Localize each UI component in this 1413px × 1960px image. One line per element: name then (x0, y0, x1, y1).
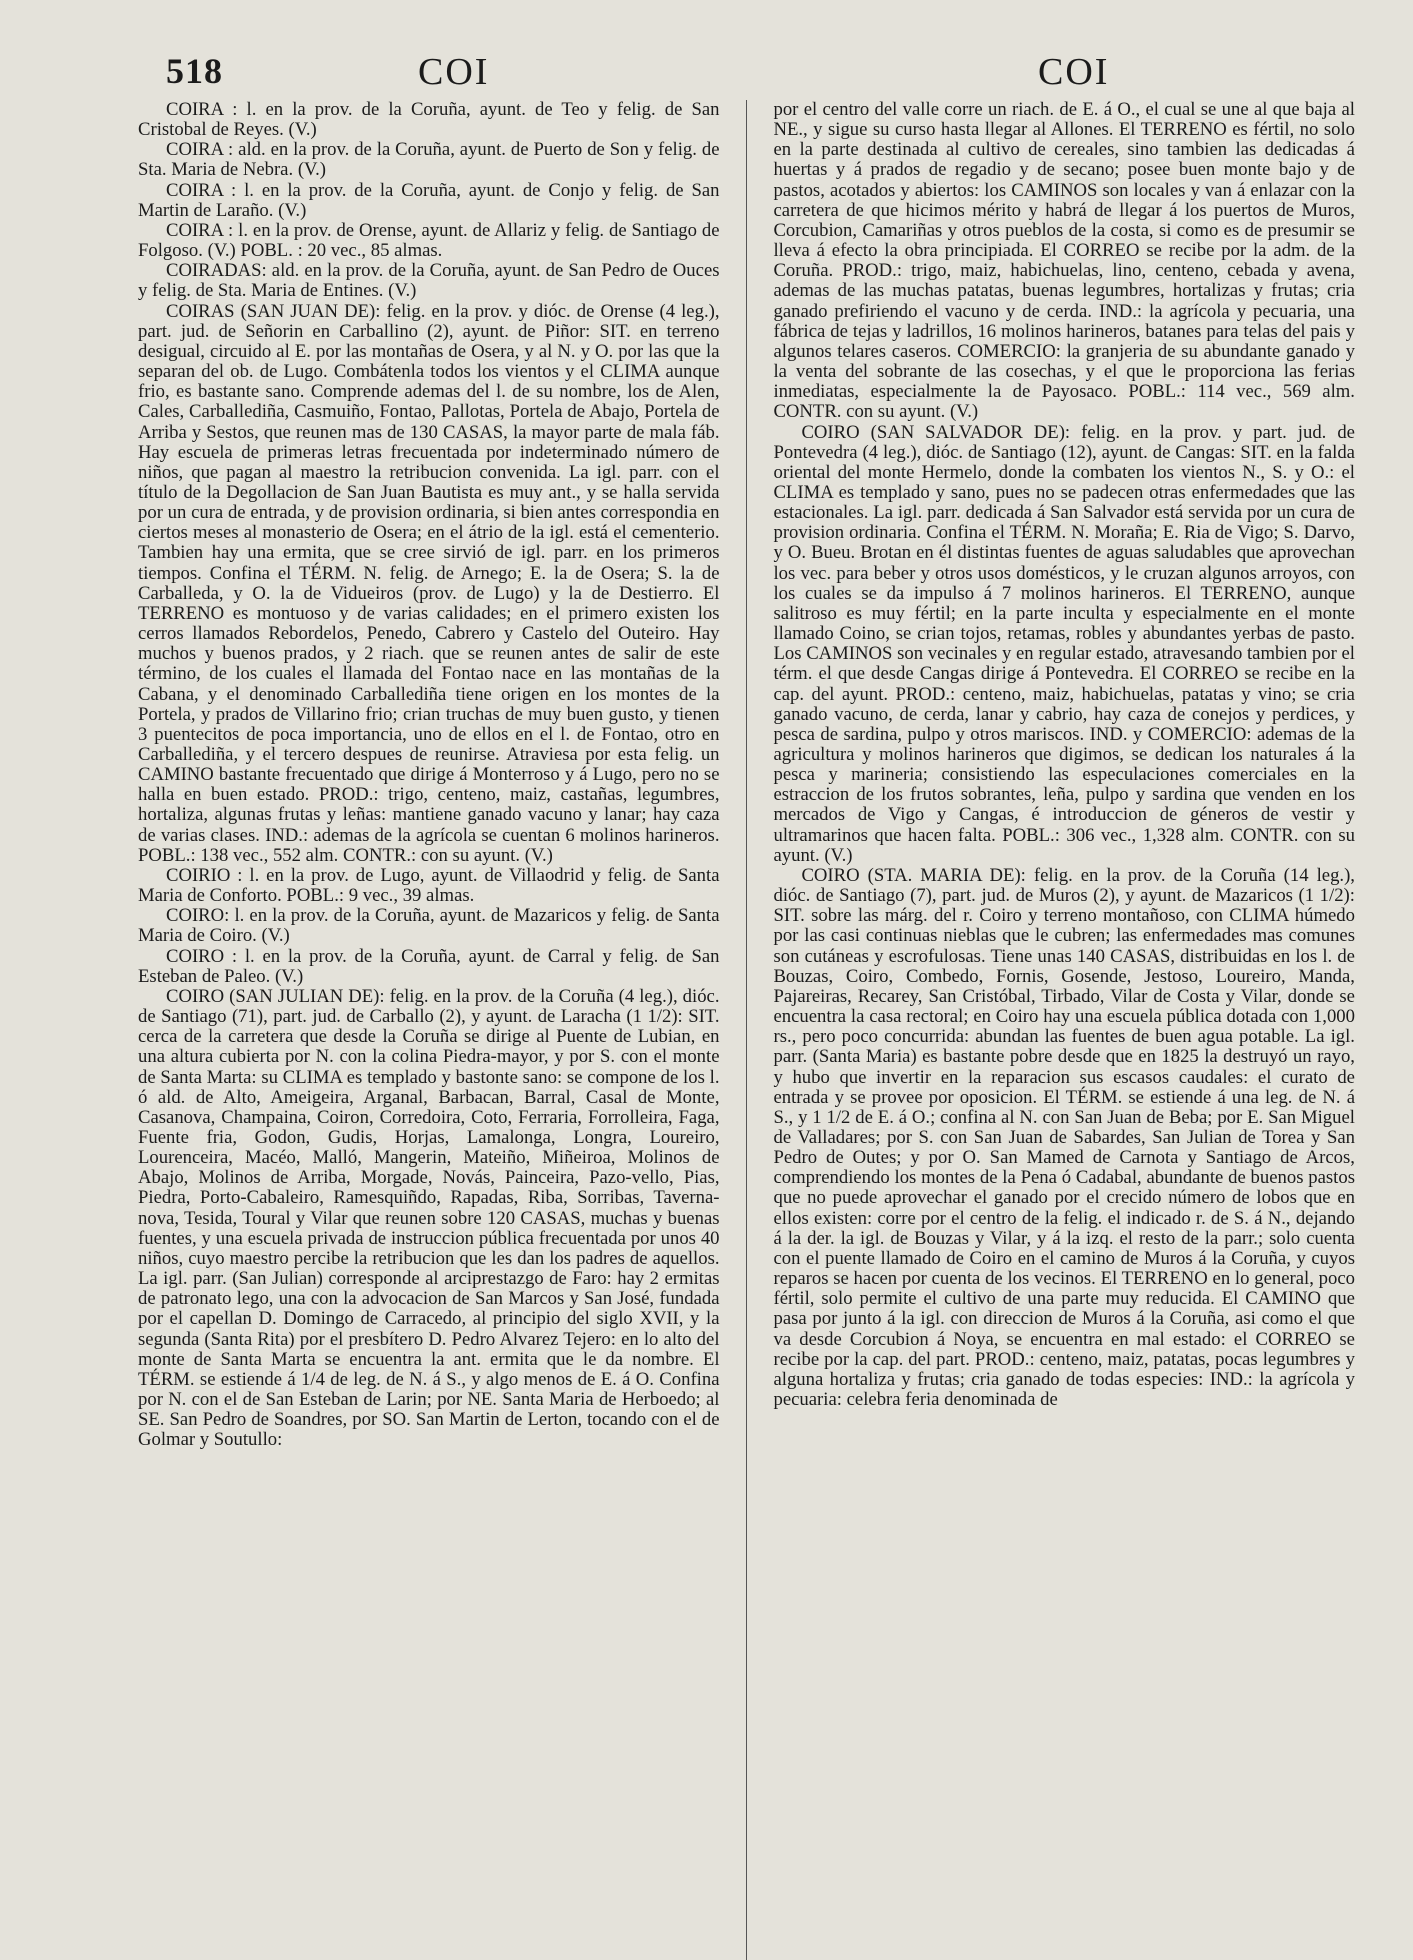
entry: COIRAS (SAN JUAN DE): felig. en la prov. y dióc. de Orense (4 leg.), part. jud. de Señorin en Carballino (2), ayunt. de Piñor: SIT. en terreno desigual, circuido al E. por las montañas de Osera, y al N. y O. por las que la separan del ob. de Lugo. Combátenla todos los vientos y el CLIMA aunque frio, es bastante sano. Comprende ademas del l. de su nombre, los de Alen, Cales, Carballediña, Casmuiño, Fontao, Pallotas, Portela de Abajo, Portela de Arriba y Sestos, que reunen mas de 130 CASAS, la mayor parte de mala fáb. Hay escuela de primeras letras frecuentada por indeterminado número de niños, que pagan al maestro la retribucion convenida. La igl. parr. con el título de la Degollacion de San Juan Bautista es muy ant., y se halla servida por un cura de entrada, y de provision ordinaria, si bien antes correspondia en ciertos meses al monasterio de Osera; en el átrio de la igl. está el cementerio. Tambien hay una ermita, que se cree sirvió de igl. parr. en los primeros tiempos. Confina el TÉRM. N. felig. de Arnego; E. la de Osera; S. la de Carballeda, y O. la de Vidueiros (prov. de Lugo) y la de Destierro. El TERRENO es montuoso y de varias calidades; en el primero existen los cerros llamados Rebordelos, Penedo, Cabrero y Castelo del Outeiro. Hay muchos y buenos prados, y 2 riach. que se reunen antes de salir de este término, de los cuales el llamada del Fontao nace en las montañas de la Cabana, y el denominado Carballediña tiene origen en los montes de la Portela, y prados de Villarino frio; crian truchas de muy buen gusto, y tienen 3 puentecitos de poca importancia, uno de ellos en el l. de Fontao, otro en Carballediña, y el tercero despues de reunirse. Atraviesa por esta felig. un CAMINO bastante frecuentado que dirige á Monterroso y á Lugo, pero no se halla en buen estado. PROD.: trigo, centeno, maiz, castañas, legumbres, hortaliza, algunas frutas y leñas: mantiene ganado vacuno y lanar; hay caza de varias clases. IND.: ademas de la agrícola se cuentan 6 molinos harineros. POBL.: 138 vec., 552 alm. CONTR.: con su ayunt. (V.) (138, 300, 720, 866)
running-head-left: COI (418, 51, 490, 93)
entry: COIRADAS: ald. en la prov. de la Coruña, ayunt. de San Pedro de Ouces y felig. de Sta. Maria de Entines. (V.) (138, 260, 720, 302)
column-divider (746, 100, 748, 1960)
page-header (138, 50, 1355, 100)
entry: COIRA : l. en la prov. de Orense, ayunt. de Allariz y felig. de Santiago de Folgoso. (V.) POBL. : 20 vec., 85 almas. (138, 219, 720, 262)
entry: COIRO : l. en la prov. de la Coruña, ayunt. de Carral y felig. de San Esteban de Paleo. (V.) (138, 945, 720, 987)
text-columns (138, 100, 1355, 1960)
entry: COIRA : ald. en la prov. de la Coruña, ayunt. de Puerto de Son y felig. de Sta. Maria de Nebra. (V.) (138, 139, 720, 181)
entry: COIRO: l. en la prov. de la Coruña, ayunt. de Mazaricos y felig. de Santa Maria de Coiro. (V.) (138, 905, 720, 947)
entry: COIRIO : l. en la prov. de Lugo, ayunt. de Villaodrid y felig. de Santa Maria de Conforto. POBL.: 9 vec., 39 almas. (138, 864, 720, 907)
entry: COIRO (STA. MARIA DE): felig. en la prov. de la Coruña (14 leg.), dióc. de Santiago (7), part. jud. de Muros (2), y ayunt. de Mazaricos (1 1/2): SIT. sobre las márg. del r. Coiro y terreno montañoso, con CLIMA húmedo por las casi continuas nieblas que le cubren; las enfermedades mas comunes son cutáneas y escrofulosas. Tiene unas 140 CASAS, distribuidas en los l. de Bouzas, Coiro, Combedo, Fornis, Gosende, Jestoso, Loureiro, Manda, Pajareiras, Recarey, San Cristóbal, Tirbado, Vilar de Costa y Vilar, donde se encuentra la casa rectoral; en Coiro hay una escuela pública dotada con 1,000 rs., pero poco concurrida: abundan las fuentes de buen agua potable. La igl. parr. (Santa Maria) es bastante pobre desde que en 1825 la destruyó un rayo, y hubo que invertir en la reparacion sus escasos caudales: el curato de entrada y se provee por oposicion. El TÉRM. se estiende á una leg. de N. á S., y 1 1/2 de E. á O.; confina al N. con San Juan de Beba; por E. San Miguel de Valladares; por S. con San Juan de Sabardes, San Julian de Torea y San Pedro de Outes; y por O. San Mamed de Carnota y Santiago de Arcos, comprendiendo los montes de la Pena ó Cadabal, abundante de buenos pastos que no puede aprovechar el ganado por el crecido número de lobos que en ellos existen: corre por el centro de la felig. el indicado r. de S. á N., dejando á la der. la igl. de Bouzas y Vilar, y á la izq. el resto de la parr.; solo cuenta con el puente llamado de Coiro en el camino de Muros á la Coruña, y cuyos reparos se hacen por cuenta de los vecinos. El TERRENO en lo general, poco fértil, solo permite el cultivo de una parte muy reducida. El CAMINO que pasa por junto á la igl. con direccion de Muros á la Coruña, asi como el que va desde Corcubion á Noya, se encuentra en mal estado: el CORREO se recibe por la cap. del part. PROD.: centeno, maiz, patatas, pocas legumbres y alguna hortaliza y frutas; cria ganado de todas especies: IND.: la agrícola y pecuaria: celebra feria denominada de (773, 864, 1355, 1410)
left-column (138, 100, 720, 1450)
entry: COIRA : l. en la prov. de la Coruña, ayunt. de Teo y felig. de San Cristobal de Reyes. (V.) (138, 99, 720, 141)
entry-continuation: por el centro del valle corre un riach. de E. á O., el cual se une al que baja al NE., y sigue su curso hasta llegar al Allones. El TERRENO es fértil, no solo en la parte destinada al cultivo de cereales, sino tambien las dedicadas á huertas y á prados de regadio y de secano; posee buen monte bajo y de pastos, acotados y abiertos: los CAMINOS son locales y van á enlazar con la carretera de que hicimos mérito y habrá de llegar á los puertos de Muros, Corcubion, Camariñas y otros pueblos de la costa, si como es de presumir se lleva á efecto la obra principiada. El CORREO se recibe por la adm. de la Coruña. PROD.: trigo, maiz, habichuelas, lino, centeno, cebada y avena, ademas de las muchas patatas, buenas legumbres, hortalizas y frutas; cria ganado prefiriendo el vacuno y de cerda. IND.: la agrícola y pecuaria, una fábrica de tejas y ladrillos, 16 molinos harineros, batanes para telas del pais y algunos telares caseros. COMERCIO: la granjeria de su abundante ganado y la venta del sobrante de las cosechas, y el que le proporciona las ferias inmediatas, especialmente la de Payosaco. POBL.: 114 vec., 569 alm. CONTR. con su ayunt. (V.) (773, 99, 1355, 423)
entry: COIRA : l. en la prov. de la Coruña, ayunt. de Conjo y felig. de San Martin de Laraño. (V.) (138, 179, 720, 221)
running-head-right: COI (1038, 51, 1110, 93)
right-column (773, 100, 1355, 1410)
entry: COIRO (SAN JULIAN DE): felig. en la prov. de la Coruña (4 leg.), dióc. de Santiago (71), part. jud. de Carballo (2), y ayunt. de Laracha (1 1/2): SIT. cerca de la carretera que desde la Coruña se dirige al Puente de Lubian, en una altura cubierta por N. con la colina Piedra-mayor, y por S. con el monte de Santa Marta: su CLIMA es templado y bastonte sano: se compone de los l. ó ald. de Alto, Ameigeira, Arganal, Barbacan, Barral, Casal de Monte, Casanova, Champaina, Coiron, Corredoira, Coto, Ferraria, Forrolleira, Faga, Fuente fria, Godon, Gudis, Horjas, Lamalonga, Longra, Loureiro, Lourenceira, Macéo, Malló, Mangerin, Mateiño, Miñeiroa, Molinos de Abajo, Molinos de Arriba, Morgade, Novás, Painceira, Pazo-vello, Pias, Piedra, Porto-Cabaleiro, Ramesquiñdo, Rapadas, Riba, Sorribas, Taverna-nova, Tesida, Toural y Vilar que reunen sobre 120 CASAS, muchas y buenas fuentes, y una escuela privada de instruccion pública frecuentada por unos 40 niños, cuyo maestro percibe la retribucion que les dan los padres de aquellos. La igl. parr. (San Julian) corresponde al arciprestazgo de Faro: hay 2 ermitas de patronato lego, una con la advocacion de San Marcos y San José, fundada por el capellan D. Domingo de Carracedo, al principio del siglo XVII, y la segunda (Santa Rita) por el presbítero D. Pedro Alvarez Tejero: en lo alto del monte de Santa Marta se encuentra la ant. ermita que le da nombre. El TÉRM. se estiende á 1/4 de leg. de N. á S., y algo menos de E. á O. Confina por N. con el de San Esteban de Larin; por NE. Santa Maria de Herboedo; al SE. San Pedro de Soandres, por SO. San Martin de Lerton, tocando con el de Golmar y Soutullo: (138, 985, 720, 1451)
entry: COIRO (SAN SALVADOR DE): felig. en la prov. y part. jud. de Pontevedra (4 leg.), dióc. de Santiago (12), ayunt. de Cangas: SIT. en la falda oriental del monte Hermelo, donde la combaten los vientos N., S. y O.: el CLIMA es templado y sano, pues no se padecen otras enfermedades que las estacionales. La igl. parr. dedicada á San Salvador está servida por un cura de provision ordinaria. Confina el TÉRM. N. Moraña; E. Ria de Vigo; S. Darvo, y O. Bueu. Brotan en él distintas fuentes de aguas saludables que aprovechan los vec. para beber y otros usos domésticos, y le cruzan algunos arroyos, con los cuales se da impulso á 7 molinos harineros. El TERRENO, aunque salitroso es muy fértil; en la parte inculta y especialmente en el monte llamado Coino, se crian tojos, retamas, robles y abundantes yerbas de pasto. Los CAMINOS son vecinales y en regular estado, atravesando tambien por el térm. el que desde Cangas dirige á Pontevedra. El CORREO se recibe en la cap. del ayunt. PROD.: centeno, maiz, habichuelas, patatas y vino; se cria ganado vacuno, de cerda, lanar y cabrio, hay caza de conejos y perdices, y pesca de sardina, pulpo y otros mariscos. IND. y COMERCIO: ademas de la agricultura y molinos harineros que digimos, se dedican los naturales á la pesca y marineria; consistiendo las especulaciones comerciales en la estraccion de los frutos sobrantes, leña, pulpo y sardina que venden en los mercados de Vigo y Cangas, é introduccion de géneros de vestir y ultramarinos que hacen falta. POBL.: 306 vec., 1,328 alm. CONTR. con su ayunt. (V.) (773, 421, 1355, 866)
page-number: 518 (166, 51, 223, 91)
